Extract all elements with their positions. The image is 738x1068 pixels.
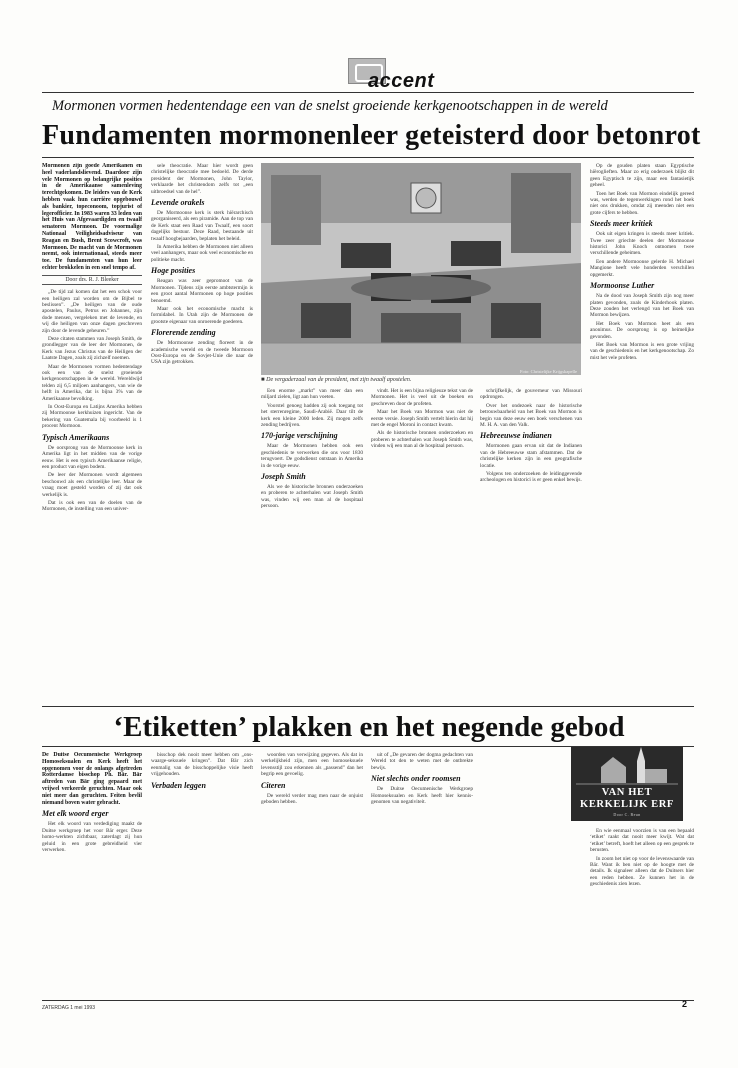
photo-caption xyxy=(261,377,581,383)
article2-lead: De Duitse Oecumenische Werkgroep Homoseksualen en Kerk heeft het opgenomen voor de onlangs afgetreden Rotterdamse bisschop Ph. Bär. Bär aftreden van Bär ging gepaard met vrijwel verkeerde geruchten. Maar ook niet meer dan geruchten. Feiten bevlil niemand boven water gebracht. xyxy=(42,752,142,806)
paragraph: Als de historische bronnen onderzoeken en proberen te achterhalen wat Joseph Smith was, vinden wij een man al de hospitaal persoon. xyxy=(371,430,473,450)
article2-column-5 xyxy=(590,828,694,994)
paragraph: Het Boek van Mormon heet als een anonimus. De oorsprong is op heimelijke gevonden. xyxy=(590,320,694,340)
article1-column-2 xyxy=(151,163,253,703)
paragraph: Volgens ten onderzoeken de leidinggevende archeologen en historici is er geen enkel bewijs. xyxy=(480,471,582,484)
paragraph: sele theocratie. Maar hier wordt geen christelijke theocratie mee bedoeld. De derde president der Mormonen, John Taylor, verklaarde het christendom zelfs tot „een uitbroedsel van de hel”. xyxy=(151,163,253,195)
paragraph: In zoom het niet op voor de levenswaarde van Bär. Want ik ben niet op de hoogte met de details. Ik signaleer alleen dat de Duitsers hier een reden hebben. Ze kunnen het in de geschiedenis zien lezen. xyxy=(590,855,694,888)
subheading: Florerende zending xyxy=(151,328,216,338)
paragraph: In Amerika hebben de Mormonen niet alleen veel aanhangers, maar ook veel economische en politieke macht. xyxy=(151,244,253,263)
article1-byline: Door drs. R. J. Bleeker xyxy=(42,275,142,285)
article1-kicker: Mormonen vormen hedentendage een van de snelst groeiende kerkgenootschappen in de wereld xyxy=(52,98,608,114)
subheading: Met elk woord erger xyxy=(42,809,109,819)
subheading: Hebreeuwse indianen xyxy=(480,431,552,441)
subheading: Mormoonse Luther xyxy=(590,281,655,291)
paragraph: Deze citaten stammen van Joseph Smith, de grondlegger van de leer der Mormonen, de Kerk van Jezus Christus van de Heiligen der Laatste Dagen, zoals zij zichzelf noemen. xyxy=(42,336,142,362)
article1-column-1 xyxy=(42,163,142,703)
paragraph: Reagan was zeer gepromoot van de Mormonen. Tijdens zijn eerste ambtstermijn is een groot aantal Mormonen op hoge posities benoemd. xyxy=(151,278,253,304)
column-logo xyxy=(571,747,683,821)
article1-lead: Mormonen zijn goede Amerikanen en heel vaderlandslievend. Daardoor zijn vele Mormonen op belangrijke posities in de Amerikaanse samenleving terechtgekomen. De leiders van de Kerk hebben vaak hun carrière opgebouwd als bankier, topeconoom, topjurist of legerofficier. In 1983 waren 33 leden van het Huis van Afgevaardigden en twaalf senatoren Mormoon. De voormalige Nationaal Veiligheidsadviseur van Reagan en Bush, Brent Scowcroft, was Mormoon. De macht van de Mormonen neemt, ook internationaal, steeds meer toe. De fundamenten van hun leer echter brokkelen in een snel tempo af. xyxy=(42,163,142,271)
paragraph: Maar het Boek van Mormon was niet de eerste versie. Joseph Smith vertelt hierin dat hij met de engel Moroni in contact kwam. xyxy=(371,409,473,429)
article2-headline: ‘Etiketten’ plakken en het negende gebod xyxy=(113,711,625,743)
section-masthead xyxy=(330,58,440,92)
subheading: Niet slechts onder roomsen xyxy=(371,774,461,784)
article1-column-4 xyxy=(371,388,473,703)
article2-column-4 xyxy=(371,752,473,994)
logo-line-2a: KERKELIJK xyxy=(580,799,648,810)
subheading: Levende orakels xyxy=(151,198,205,208)
section-divider xyxy=(42,706,694,707)
logo-line-2b: ERF xyxy=(651,799,674,810)
paragraph: Toen het Boek van Mormon eindelijk gereed was, werden de tegenwerkingen rond het boek niet ons drukken, omdat zij meenden niet een grote cijfers te hebben. xyxy=(590,190,694,216)
paragraph: En wie eenmaal voorzien is van een bepaald ‘etiket’ raakt dat nooit meer kwijt. Wat dat ‘etiket’ betreft, hoeft het alleen op een gesprek te berusten. xyxy=(590,828,694,854)
paragraph: De Mormoonse kerk is sterk hiërarchisch georganiseerd, als een piramide. Aan de top van de Kerk staat een Raad van Twaalf, een soort dagelijks bestuur. Deze Raad, bestaande uit twaalf hoogbejaarden, beplaten het beleid. xyxy=(151,210,253,242)
article1-headline: Fundamenten mormonenleer geteisterd door betonrot xyxy=(42,120,701,151)
logo-line-1: VAN HET xyxy=(601,787,653,798)
subheading: 170-jarige verschijning xyxy=(261,431,338,441)
paragraph: Dat is ook een van de doelen van de Mormonen, de instelling van een univer- xyxy=(42,499,142,513)
article1-column-3 xyxy=(261,388,363,703)
logo-line-2 xyxy=(571,799,683,810)
paragraph: Een andere Mormoonse gelerde H. Michael Mangione heeft vele honderden verschillen opgemerkt. xyxy=(590,258,694,278)
paragraph: schrijfkelijk, de gouverneur van Missouri opdrongen. xyxy=(480,388,582,401)
paragraph: Mormonen gaan ervan uit dat de Indianen van de Hebreeuwse stam afstammen. Dat de christelijke kerken zijn in een geografische locatie. xyxy=(480,443,582,469)
paragraph: Na de dood van Joseph Smith zijn nog meer platen gevonden, zoals de Kinderhook platen. Deze zouden het verlengd van het Boek van Mormon bewijzen. xyxy=(590,293,694,319)
paragraph: Maar de Mormonen hebben ook een geschiedenis te verwerken die ons voor 1830 terugvoert. De godsdienst ontstaan in Amerika in de vorige eeuw. xyxy=(261,443,363,469)
paragraph: In Oost-Europa en Latijns Amerika hebben zij Mormoonse kerkhuizen ingericht. Van de bekering van Guatemala bij voorbeeld is 1 procent Mormoon. xyxy=(42,404,142,430)
paragraph: Maar de Mormonen vormen hedentendage ook een van de snelst groeiende kerkgenootschappen in de wereld. Wereldwijd telden zij 6,5 miljoen aanhangers, van wie de helft in Amerika, dat is bijna 3% van de Amerikaanse bevolking. xyxy=(42,363,142,402)
footer-rule xyxy=(42,1000,694,1001)
paragraph: De oorsprong van de Mormoonse kerk in Amerika ligt in het midden van de vorige eeuw. Het is een typisch Amerikaanse religie, een product van eigen bodem. xyxy=(42,444,142,470)
article2-column-2 xyxy=(151,752,253,994)
subheading: Typisch Amerikaans xyxy=(42,432,110,442)
paragraph: bisschop dek nooit meer hebben om „ons-waarge-seksuele kringen”. Dat Bär zich eenmalig van de bisschoppelijke visie heeft vrijgehouden. xyxy=(151,752,253,778)
footer-date: ZATERDAG 1 mei 1993 xyxy=(42,1005,95,1011)
paragraph: De Duitse Oecumenische Werkgroep Homoseksualen en Kerk heeft hier kennis-genomen van negativiteit. xyxy=(371,786,473,806)
subheading: Verbaden leggen xyxy=(151,780,206,790)
church-silhouette-icon xyxy=(571,747,683,787)
article1-column-5 xyxy=(480,388,582,703)
subheading: Steeds meer kritiek xyxy=(590,219,653,229)
paragraph: Over het ondezoek naar de historische betrouwbaarheid van het Boek van Mormon is begin van deze eeuw een boek verschenen van M. H. A. van den Valk. xyxy=(480,402,582,429)
article2-column-1 xyxy=(42,752,142,994)
article1-column-6 xyxy=(590,163,694,703)
logo-author: Door C. Beun xyxy=(613,812,641,817)
boardroom-photo-image xyxy=(261,163,581,375)
paragraph: uit of „De gevaren der dogma gedachten van Wereld tot den te weten met de ontbrekte bewijs. xyxy=(371,752,473,771)
paragraph: Een enorme „markt” van meer dan een miljard zielen, ligt aan hun voeten. xyxy=(261,388,363,401)
section-title: accent xyxy=(368,70,435,92)
subheading: Joseph Smith xyxy=(261,472,306,482)
paragraph: Voorstel genoeg hadden zij ook toegang tot het sterrenregime, Saudi-Arabië. Daar tilt de kerk een kleine 2000 leden. Zij mogen zelfs zending bedrijven. xyxy=(261,402,363,429)
photo-caption-text: De vergaderzaal van de president, met zijn twaalf apostelen. xyxy=(266,377,412,383)
page-number: 2 xyxy=(682,999,688,1009)
paragraph: Het elk woord van verdediging maakt de Duitse werkgroep het voor Bär erger. Deze homo-werkten zichtbaar, zaterdagt zij hun geluid in een grote gebreidheid vier verwerken. xyxy=(42,821,142,853)
boardroom-photo xyxy=(261,163,581,375)
paragraph: Als we de historische bronnen onderzoeken en proberen te achterhalen wat Joseph Smith was, vinden wij een man al de hospitaal persoon. xyxy=(261,484,363,510)
paragraph: Ook uit eigen kringen is steeds meer kritiek. Twee zeer griechte deelen der Mormoonse historici John Knoch ontnomen twee verschillende geheimen. xyxy=(590,231,694,257)
paragraph: Het Boek van Mormon is een grote vrijing van de geschiedenis en het kerkgenootschap. Zo mist het vele profeten. xyxy=(590,341,694,361)
paragraph: De wereld verder mag men naar de onjuist geboden hebben. xyxy=(261,792,363,806)
paragraph: Op de gouden platen staan Egyptische hiëroglieften. Maar zo erig onderzoek blijkt dit geen Egyptisch te zijn, maar een fantasietijk geheel. xyxy=(590,163,694,189)
headline-rule xyxy=(42,157,694,158)
paragraph: „De tijd zal komen dat het een schok voor een heiligen zal worden om de Bijbel te beslissen”. „De heiligen van de oude apostelen, Paulus, Petrus en Johannes, zijn dode mensen, vergeleken met de levende, en wij die heiligen van onze dagen geschreven zijn door de levende geheuren.” xyxy=(42,289,142,334)
article2-column-3 xyxy=(261,752,363,994)
paragraph: vindt. Het is een bijna religieuze tekst van de Mormonen. Het is veel uit de boeken en geschreven door de profeten. xyxy=(371,388,473,407)
subheading: Hoge posities xyxy=(151,266,196,276)
paragraph: De Mormoonse zending floreert in de academische wereld en de tweede Mormoon Oost-Europa en de Sovjet-Unie die naar de USA zijn getrokken. xyxy=(151,340,253,366)
top-rule xyxy=(42,92,694,93)
paragraph: woorden van verwijzing gegeven. Als dat in werkelijkheid zijn, men een homoseksuele levensstijl zou erkennen als „passend” dan het begrip een gevoelig. xyxy=(261,752,363,778)
photo-credit: Foto: Christelijke Krijgskapelle xyxy=(520,369,577,374)
paragraph: De leer der Mormonen wordt algemeen beschouwd als een christelijke leer. Maar de vraag moet gesteld worden of zij dat ook werkelijk is. xyxy=(42,472,142,498)
paragraph: Maar ook het economische macht is formidabel. In Utah zijn de Mormonen de grootste eigenaar van onroerende goederen. xyxy=(151,305,253,325)
caption-marker-icon: ■ xyxy=(261,377,267,383)
subheading: Citeren xyxy=(261,780,286,790)
